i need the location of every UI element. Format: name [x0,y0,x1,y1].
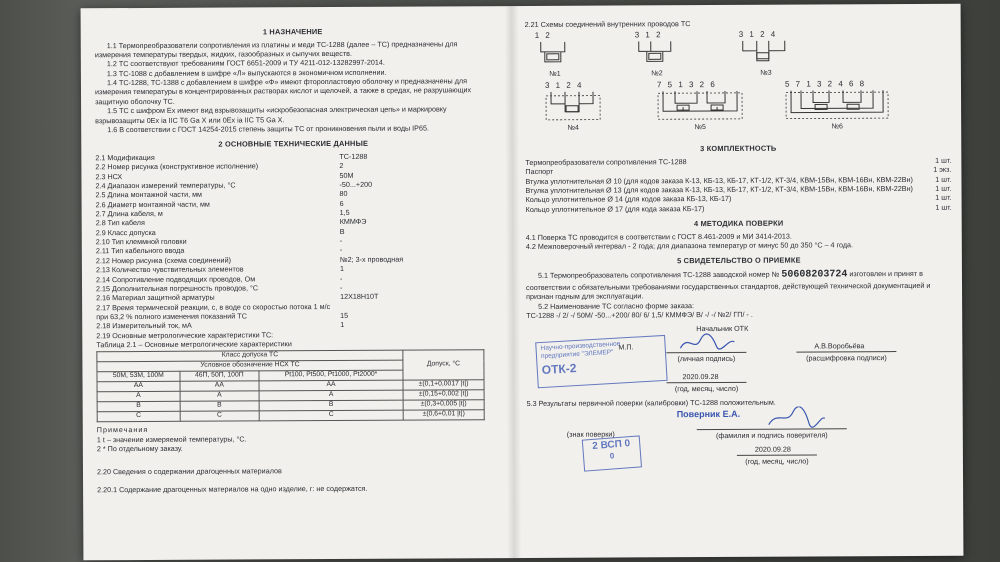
verifier-ink: Поверник Е.А. [676,408,741,420]
verification-mark-sub: 0 [609,451,615,461]
table-cell: АА [259,381,403,392]
wiring-diagram-4 [545,81,601,133]
acceptance-text-continued: изготовлен и принят в соответствии с обязательными требованиями государственных стандартов, действующей технической документацией и признан годным для эксплуатации. [526,269,931,302]
verify-date-caption: (год, месяц, число) [737,454,817,466]
table-cell: В [259,401,403,412]
wiring-diagram-5 [657,80,743,132]
para-1-3: 1.3 ТС-1088 с добавлением в шифре «Л» выпускаются в экономичном исполнении. [106,67,387,78]
para-4-2: 4.2 Межповерочный интервал - 2 года; для диапазона температур от минус 50 до 350 °С – 4 года. [525,240,854,252]
spec-row: 2.16 Материал защитной арматуры 12Х18Н10Т [96,291,379,303]
diagram-pins: 3 1 2 [634,30,663,40]
metrology-table [96,350,484,423]
spec-row: 2.13 Количество чувствительных элементов 1 [95,264,344,275]
table-header: Pt100, Pt500, Pt1000, Pt2000* [259,371,403,382]
list-item: Термопреобразователи сопротивления ТС-1288 1 шт. [525,155,952,167]
table-cell: В [180,401,259,411]
table-header: Класс допуска ТС [97,351,403,363]
diagram-label: №5 [694,124,706,132]
spec-row: 2.14 Сопротивление подводящих проводов, Ом - [95,273,343,284]
table-cell: ±(0,6+0,01 |t|) [403,410,484,420]
table-cell: А [259,391,403,402]
spec-row: 2.1 Модификация ТС-1288 [95,151,368,163]
date-caption: (год, месяц, число) [667,381,747,393]
resistor-symbol-icon [785,90,889,121]
spec-row: 2.8 Тип кабеля КММФЭ [95,217,367,228]
para-1-1: 1.1 Термопреобразователи сопротивления из платины и меди ТС-1288 (далее – ТС) предназначены для измерения температуры твердых, жидких, газообразных и сыпучих веществ. [94,38,458,60]
table-cell: АА [180,381,259,391]
section-3-title: 3 КОМПЛЕКТНОСТЬ [700,144,777,154]
para-5-2: 5.2 Наименование ТС согласно форме заказа: [538,300,695,311]
mp-label: М.П. [618,341,634,352]
wiring-diagram-6 [785,79,889,131]
table-cell: ±(0,3+0,005 |t|) [403,400,484,410]
resistor-symbol-icon [635,41,679,67]
diagram-pins: 1 2 [534,31,552,41]
list-item: Кольцо уплотнительное Ø 14 (для кодов заказа КБ-13, КБ-17) 1 шт. [525,193,952,205]
table-cell: ±(0,15+0,002 |t|) [403,390,484,400]
wiring-diagrams [525,29,952,139]
diagram-label: №6 [831,123,843,131]
para-5-3: 5.3 Результаты первичной поверки (калибровки) ТС-1288 положительным. [526,397,776,408]
diagram-label: №3 [760,69,772,77]
table-header: Допуск, °С [403,350,484,380]
spec-row: 2.18 Измерительный ток, мА 1 [96,320,345,331]
list-item: Кольцо уплотнительное Ø 17 (для кода заказа КБ-17) 1 шт. [525,202,952,214]
table-header: 46П, 50П, 100П [180,371,259,381]
para-1-2: 1.2 ТС соответствуют требованиям ГОСТ 6651-2009 и ТУ 4211-012-13282997-2014. [106,58,385,69]
order-code: ТС-1288 -/ 2/ -/ 50М/ -50...+200/ 80/ 6/ 1,5/ КММФЭ/ В/ -/ -/ №2/ ГП/ - . [526,309,753,321]
diagram-pins: 3 1 2 4 [738,30,778,40]
diagram-label: №4 [567,124,579,132]
list-item: Паспорт 1 экз. [525,165,952,177]
diagram-label: №1 [549,70,561,78]
section-1-title: 1 НАЗНАЧЕНИЕ [262,27,323,37]
decode-caption: (расшифровка подписи) [796,351,896,363]
spec-row: 2.2 Номер рисунка (конструктивное исполнение) 2 [95,161,344,172]
stamp-otk: ОТК-2 [541,360,577,377]
verifier-signature-icon [767,406,827,428]
verifier-block [527,406,953,468]
spec-row: 2.6 Диаметр монтажной части, мм 6 [95,198,344,209]
verification-mark [582,435,642,471]
spec-row: 2.7 Длина кабеля, м 1,5 [95,207,350,219]
diagram-pins: 5 7 1 3 2 4 6 8 [784,79,867,89]
acceptance-text: 5.1 Термопреобразователь сопротивления ТС-1288 заводской номер № [537,269,780,281]
para-1-5: 1.5 ТС с шифром Ex имеют вид взрывозащиты «искробезопасная электрическая цепь» и маркировку взрывозащиты 0Ex ia IIC T6 Ga X или 0Ex ia IIC T5 Ga X. [95,104,447,125]
wiring-diagram-2 [635,31,679,79]
left-page [95,20,493,494]
spec-row: 2.9 Класс допуска В [95,226,345,237]
right-page [525,18,953,468]
diagram-label: №2 [651,70,663,78]
table-row [97,410,484,422]
spec-row: 2.10 Тип клеммной головки - [95,236,343,247]
resistor-symbol-icon [657,91,743,121]
table-cell: А [97,392,180,402]
para-5-1 [526,268,952,302]
otk-signature-icon [676,331,736,353]
spec-row: 2.12 Номер рисунка (схема соединений) №2; 3-х проводная [95,254,404,266]
para-1-4: 1.4 ТС-1288, ТС-1388 с добавлением в шифре «Ф» имеют фторопластовую оболочку и предназначены для измерения температуры в концентрированных растворах кислот и щелочей, а также в средах, не разрушающих защитную оболочку ТС. [94,76,472,107]
table-cell: С [97,412,180,422]
spec-row: 2.4 Диапазон измерений температуры, °С -50...+200 [95,179,373,191]
table-notes [97,424,493,454]
diagram-pins: 3 1 2 4 [544,81,584,91]
table-cell: В [97,402,180,412]
spec-row: 2.11 Тип кабельного ввода - [95,245,343,256]
table-caption: Таблица 2.1 – Основные метрологические характеристики [96,339,292,350]
para-1-6: 1.6 В соответствии с ГОСТ 14254-2015 степень защиты ТС от проникновения пыли и воды IP65. [107,123,429,135]
section-5-title: 5 СВИДЕТЕЛЬСТВО О ПРИЕМКЕ [677,256,801,266]
resistor-symbol-icon [535,41,575,67]
verify-date: 2020.09.28 [754,444,791,454]
section-4-title: 4 МЕТОДИКА ПОВЕРКИ [693,218,784,229]
spec-row: 2.3 НСХ 50М [95,170,354,181]
otk-head-label: Начальник ОТК [696,323,749,333]
spec-list [95,151,492,331]
list-item: Втулка уплотнительная Ø 10 (для кодов заказа К-13, КБ-13, КБ-17, КТ-1/2, КТ-3/4, КВМ-15Вн, КВМ-16Вн, КВМ-22Вн) 1 шт. [525,174,952,186]
stamp-org: Научно-производственное предприятие "ЭЛЕМЕР" [540,340,621,361]
verification-mark-text: 2 ВСП 0 [591,438,631,452]
kit-list [525,156,951,214]
table-cell: АА [97,382,180,392]
otk-stamp [535,334,667,387]
diagram-pins: 7 5 1 3 2 6 [656,80,717,90]
spec-2-20: 2.20 Сведения о содержании драгоценных материалов [96,466,282,477]
otk-date: 2020.09.28 [682,371,719,381]
table-cell: С [180,411,259,421]
note-item: 1 t – значение измеряемой температуры, °С. [96,434,247,444]
note-item: 2 * По отдельному заказу. [96,443,183,454]
resistor-symbol-icon [545,91,601,121]
paper-fold [505,6,522,558]
diagrams-title: 2.21 Схемы соединений внутренних проводов ТС [524,19,691,29]
verifier-caption: (фамилия и подпись поверителя) [697,428,847,440]
otk-signature-block [526,318,952,398]
table-cell: А [180,391,259,401]
mark-caption: (знак поверки) [566,429,615,439]
list-item: Втулка уплотнительная Ø 13 (для кодов заказа К-13, КБ-13, КБ-17, КТ-1/2, КТ-3/4, КВМ-15Вн, КВМ-16Вн, КВМ-22Вн) 1 шт. [525,183,952,196]
notes-title: Примечания [96,425,149,435]
otk-name: А.В.Воробьёва [814,340,865,351]
table-cell: ±(0,1+0,0017 |t|) [403,380,484,390]
passport-sheet [81,4,964,561]
spec-row: 2.5 Длина монтажной части, мм 80 [95,189,348,200]
para-4-1: 4.1 Поверка ТС проводится в соответствии с ГОСТ 8.461-2009 и МИ 3414-2013. [525,231,792,242]
wiring-diagram-3 [739,30,793,78]
serial-number: 50608203724 [781,269,848,281]
spec-row: 2.17 Время термической реакции, с, в воде со скоростью потока 1 м/с при 63,2 % полного изменения показаний ТС 15 [96,301,349,322]
resistor-symbol-icon [739,40,793,66]
spec-row: 2.15 Дополнительная погрешность проводов, °С - [96,282,343,294]
spec-2-19: 2.19 Основные метрологические характеристики ТС: [96,329,274,340]
wiring-diagram-1 [535,31,575,79]
spec-2-20-1: 2.20.1 Содержание драгоценных материалов на одно изделие, г: не содержатся. [97,483,368,495]
table-cell: С [259,411,403,422]
sign-caption: (личная подпись) [666,351,746,363]
table-header: Условное обозначение НСХ ТС [97,361,403,373]
table-header: 50М, 53М, 100М [97,372,180,382]
section-2-title: 2 ОСНОВНЫЕ ТЕХНИЧЕСКИЕ ДАННЫЕ [218,139,369,149]
